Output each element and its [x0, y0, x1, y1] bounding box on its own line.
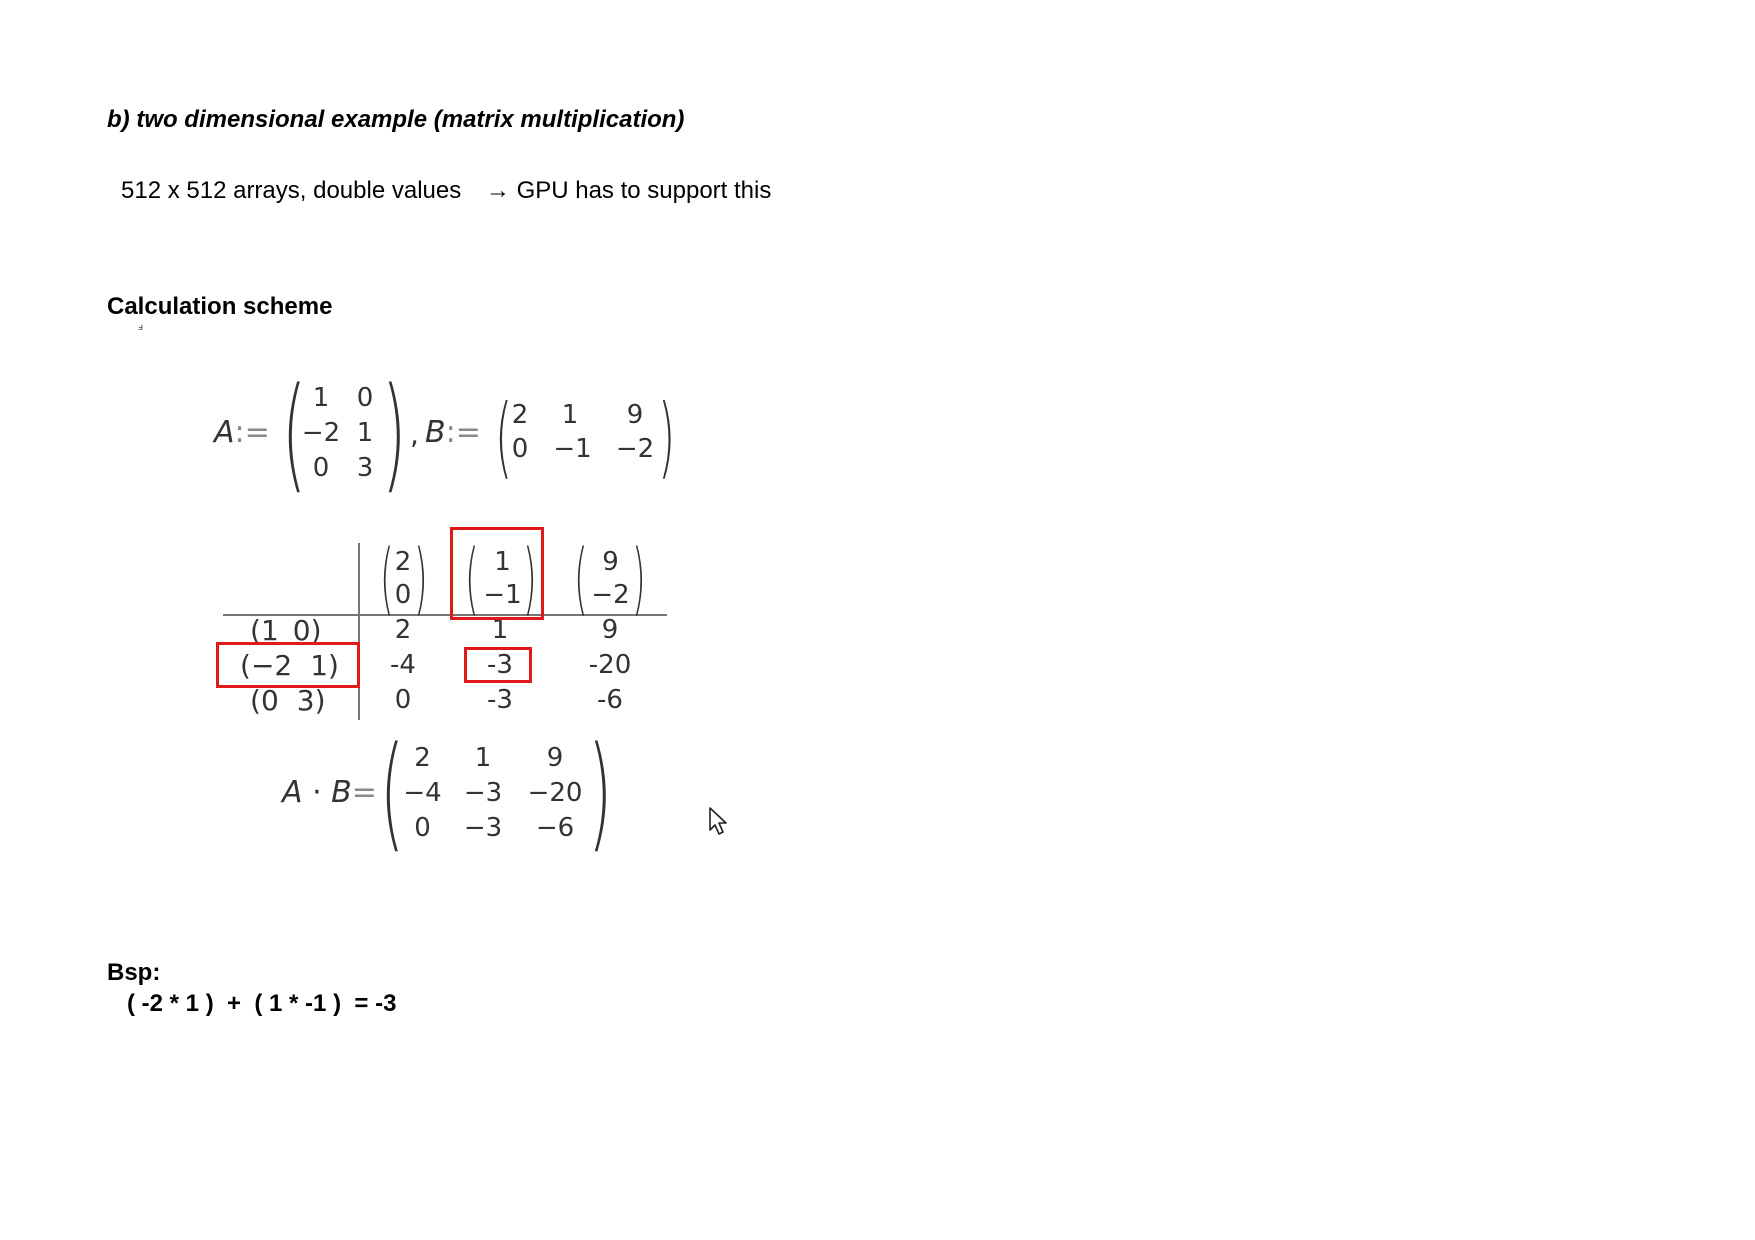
product-cell: 1	[491, 615, 509, 645]
colvec-cell: 0	[394, 580, 412, 610]
result-right-paren: )	[588, 721, 613, 865]
def-b-cell: 0	[511, 434, 529, 464]
colvec-cell: 2	[394, 547, 412, 577]
result-cell: 0	[414, 813, 431, 843]
result-cell: −4	[403, 778, 442, 808]
def-b-left-paren: (	[495, 385, 513, 488]
result-dot: ·	[312, 775, 322, 810]
colvec-cell: −2	[591, 580, 630, 610]
colvec-1-left-paren: (	[380, 534, 394, 624]
result-cell: −3	[463, 778, 503, 808]
result-cell: 2	[414, 743, 431, 773]
colvec-cell: 1	[494, 547, 511, 577]
rowvec-cell: 1	[310, 649, 329, 682]
rowvec-cell: −2	[250, 649, 293, 682]
def-a-cell: 1	[356, 418, 374, 448]
result-cell: −3	[463, 813, 503, 843]
rowvec-cell: 0	[292, 614, 311, 647]
def-a-right-paren: )	[382, 362, 407, 506]
product-cell: 9	[601, 615, 619, 645]
rowvec-paren: )	[310, 614, 322, 647]
result-cell: 1	[474, 743, 492, 773]
def-a-cell: 0	[356, 383, 374, 413]
def-b-right-paren: )	[658, 385, 676, 488]
rowvec-cell: 1	[260, 614, 279, 647]
tiny-mark: ⅎ	[138, 322, 143, 333]
def-b-cell: 1	[561, 400, 579, 430]
def-a-label	[214, 415, 270, 450]
def-a-assign: :=	[234, 415, 270, 450]
section-heading: b) two dimensional example (matrix multiplication)	[107, 106, 685, 133]
intro-right-text: GPU has to support this	[516, 177, 772, 204]
colvec-cell: −1	[483, 580, 522, 610]
colvec-2-right-paren: )	[523, 534, 537, 624]
def-a-cell: 3	[356, 453, 374, 483]
def-a-symbol: A	[214, 415, 235, 450]
def-a-cell: 1	[312, 383, 330, 413]
rowvec-paren: (	[250, 614, 261, 647]
result-left-paren: (	[380, 721, 405, 865]
colvec-3-right-paren: )	[632, 534, 646, 624]
rowvec-paren: )	[314, 684, 326, 717]
result-cell: 9	[546, 743, 564, 773]
product-cell: -4	[390, 650, 416, 680]
colvec-2-left-paren: (	[465, 534, 479, 624]
calc-heading: Calculation scheme	[107, 293, 333, 320]
product-cell: -3	[487, 685, 513, 715]
product-cell: -20	[588, 650, 632, 680]
result-cell: −20	[527, 778, 583, 808]
product-cell: -3	[487, 650, 513, 680]
rowvec-cell: 0	[260, 684, 279, 717]
colvec-3-left-paren: (	[574, 534, 588, 624]
table-vertical-rule	[358, 543, 360, 720]
def-b-cell: −1	[553, 434, 592, 464]
example-label: Bsp:	[107, 959, 161, 986]
rowvec-paren: )	[328, 649, 339, 682]
mouse-cursor-icon	[708, 806, 730, 841]
result-eq: =	[351, 775, 377, 810]
rowvec-cell: 3	[296, 684, 315, 717]
def-b-symbol: B	[425, 415, 446, 450]
colvec-cell: 9	[602, 547, 619, 577]
def-b-label	[425, 415, 481, 450]
rowvec-3	[250, 684, 326, 717]
def-a-cell: −2	[301, 418, 341, 448]
example-formula: ( -2 * 1 ) + ( 1 * -1 ) = -3	[127, 990, 397, 1017]
product-cell: 2	[394, 615, 412, 645]
def-a-cell: 0	[312, 453, 330, 483]
right-arrow-icon: →	[485, 177, 510, 204]
rowvec-paren: (	[250, 684, 261, 717]
colvec-1-right-paren: )	[414, 534, 428, 624]
intro-line	[121, 177, 771, 205]
result-b-symbol: B	[331, 775, 352, 810]
intro-left-text: 512 x 512 arrays, double values	[121, 177, 462, 204]
highlight-row-box	[216, 642, 360, 688]
highlight-column-box	[450, 527, 544, 624]
product-cell: 0	[394, 685, 412, 715]
def-b-assign: :=	[445, 415, 481, 450]
def-b-cell: −2	[615, 434, 655, 464]
rowvec-paren: (	[240, 649, 251, 682]
result-label	[282, 775, 377, 810]
result-cell: −6	[535, 813, 575, 843]
def-comma: ,	[410, 418, 419, 451]
result-a-symbol: A	[282, 775, 303, 810]
product-cell: -6	[597, 685, 623, 715]
def-b-cell: 2	[511, 400, 529, 430]
def-a-left-paren: (	[282, 362, 307, 506]
highlight-result-box	[464, 647, 532, 683]
def-b-cell: 9	[626, 400, 644, 430]
